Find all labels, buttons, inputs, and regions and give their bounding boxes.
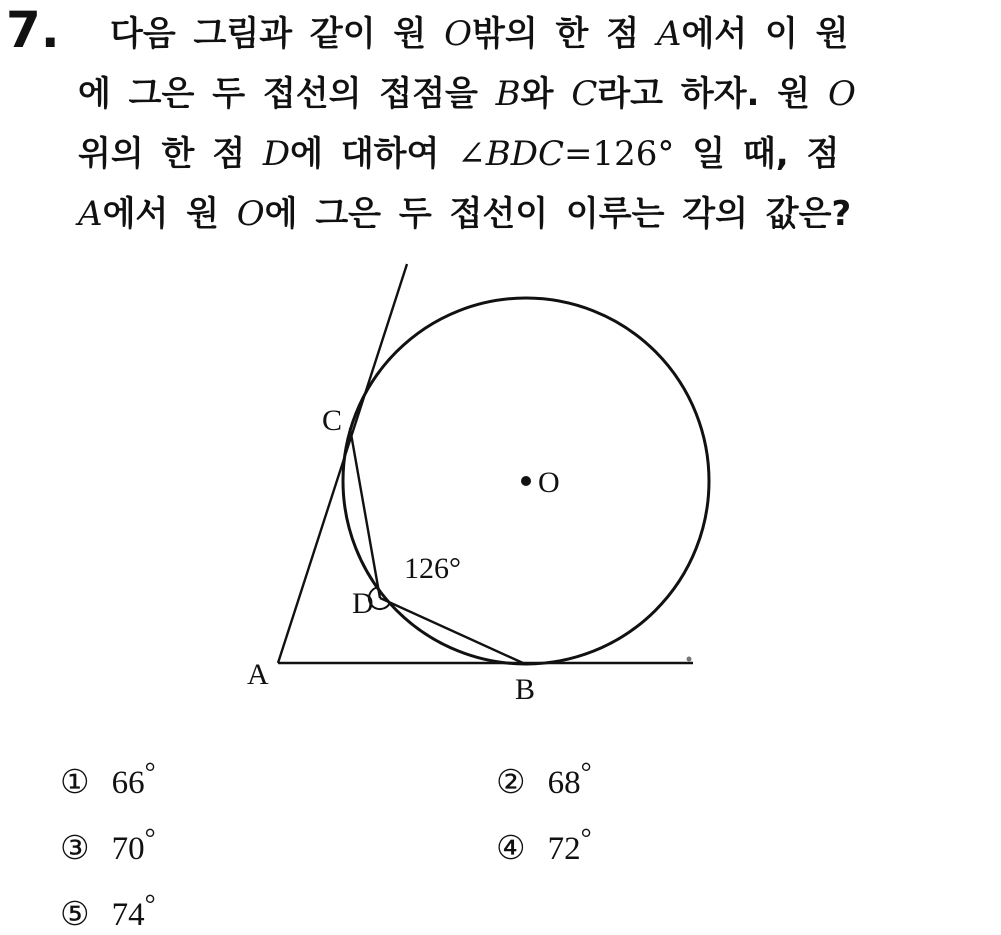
math-angle-expression: ∠BDC — [457, 134, 564, 174]
degree-sign: ° — [144, 888, 156, 919]
line-end-mark — [687, 657, 692, 662]
degree-sign: ° — [580, 822, 592, 853]
text-segment: 밖의 한 점 — [471, 14, 657, 54]
label-d: D — [352, 587, 374, 620]
text-segment: 에서 원 — [102, 194, 237, 234]
degree-sign: ° — [657, 134, 675, 174]
choice-5[interactable] — [60, 884, 156, 935]
label-b: B — [515, 673, 536, 706]
degree-sign: ° — [144, 756, 156, 787]
choice-2[interactable] — [496, 752, 592, 803]
math-A: A — [78, 194, 103, 234]
choice-4[interactable] — [496, 818, 592, 869]
choice-1[interactable] — [60, 752, 156, 803]
choice-value: 66 — [111, 765, 145, 801]
text-segment: 위의 한 점 — [78, 134, 263, 174]
choice-value: 70 — [111, 831, 145, 867]
math-C: C — [571, 74, 598, 114]
math-equals: = — [563, 134, 593, 174]
center-point-o — [521, 476, 531, 486]
math-A: A — [656, 14, 682, 54]
degree-sign: ° — [144, 822, 156, 853]
label-c: C — [322, 404, 343, 437]
math-O: O — [444, 14, 472, 54]
question-number: 7. — [6, 1, 60, 59]
text-segment: 일 때, 점 — [674, 134, 840, 174]
chord-db — [380, 598, 523, 663]
label-angle-126: 126° — [404, 552, 461, 585]
math-O: O — [827, 74, 856, 114]
text-segment: 에 그은 두 접선의 접점을 — [78, 74, 496, 114]
choice-value: 74 — [111, 897, 145, 933]
chord-cd — [350, 428, 380, 598]
text-segment: 와 — [520, 74, 572, 114]
text-segment: 에서 이 원 — [681, 14, 849, 54]
degree-sign: ° — [580, 756, 592, 787]
text-segment: 다음 그림과 같이 원 — [110, 14, 445, 54]
choice-mark: ③ — [60, 831, 90, 867]
choice-mark: ⑤ — [60, 897, 90, 933]
choice-value: 68 — [547, 765, 581, 801]
text-segment: 라고 하자. 원 — [597, 74, 828, 114]
tangent-line-ac — [278, 264, 407, 663]
label-o: O — [538, 466, 560, 499]
math-B: B — [495, 74, 521, 114]
choice-mark: ④ — [496, 831, 526, 867]
math-O: O — [236, 194, 265, 234]
text-segment: 에 그은 두 접선이 이루는 각의 값은? — [264, 194, 852, 234]
choice-mark: ① — [60, 765, 90, 801]
choice-3[interactable] — [60, 818, 156, 869]
math-D: D — [262, 134, 291, 174]
text-segment: 에 대하여 — [290, 134, 458, 174]
choice-mark: ② — [496, 765, 526, 801]
choice-value: 72 — [547, 831, 581, 867]
math-angle-value: 126 — [592, 134, 658, 174]
label-a: A — [247, 658, 269, 691]
